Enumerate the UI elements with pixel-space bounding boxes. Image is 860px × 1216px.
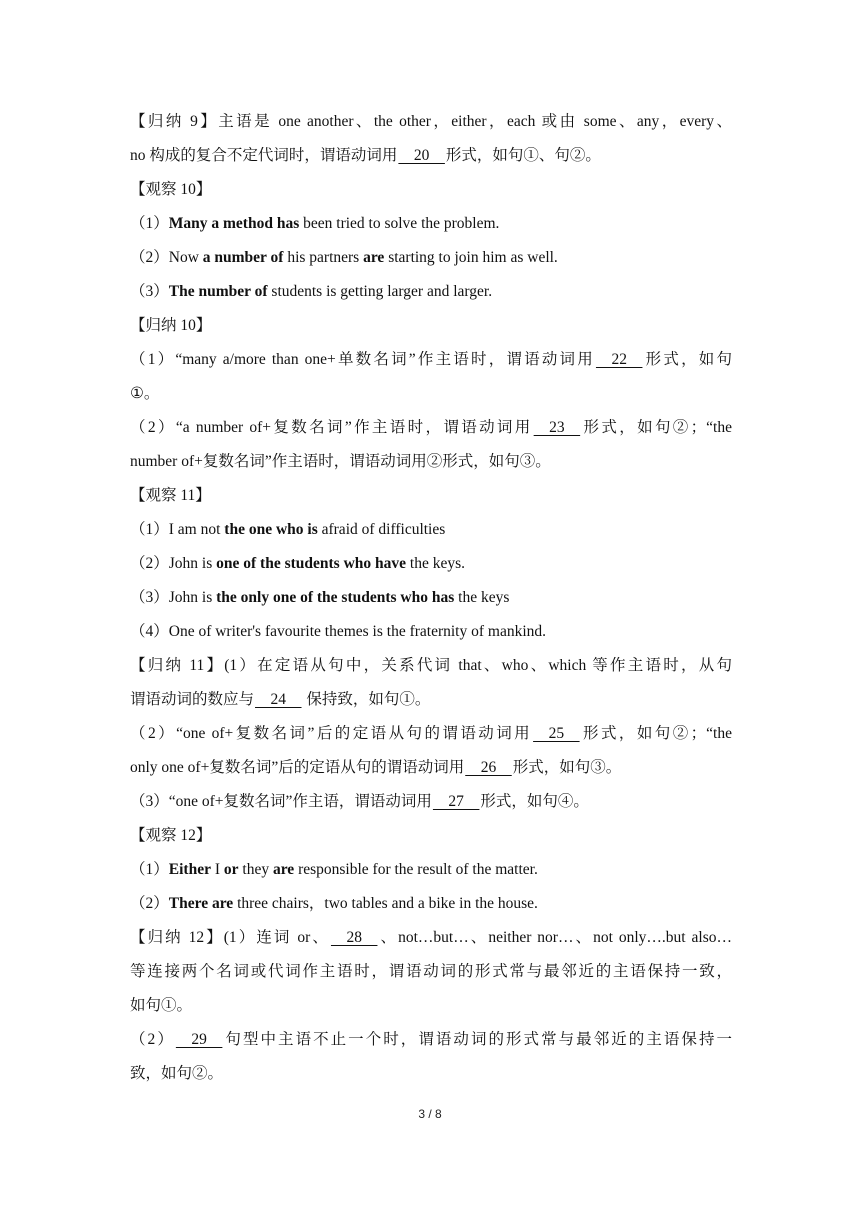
text-span: afraid of difficulties (317, 521, 446, 538)
text-span: 【归纳 9】主语是 one another、the other，either，each 或由 some、any，every、 (130, 113, 732, 130)
text-span: the keys (454, 589, 510, 606)
bold-phrase: the only one of the students who has (216, 589, 455, 606)
text-line (130, 513, 732, 547)
text-span: 形式，如句③。 (512, 759, 622, 776)
text-line (130, 819, 732, 853)
text-line (130, 683, 732, 717)
text-line (130, 411, 732, 445)
text-span: his partners (283, 249, 364, 266)
text-span: ①。 (130, 385, 160, 402)
text-span: 如句①。 (130, 997, 193, 1014)
text-line (130, 615, 732, 649)
bold-phrase: one of the students who have (216, 555, 407, 572)
text-span: 形式，如句②；“the (580, 725, 732, 742)
answer-blank: 20 (398, 147, 445, 164)
text-line (130, 377, 732, 411)
text-line (130, 853, 732, 887)
text-span: no 构成的复合不定代词时，谓语动词用 (130, 147, 398, 164)
answer-blank: 22 (595, 351, 643, 368)
text-line (130, 955, 732, 989)
bold-phrase: are (272, 861, 295, 878)
text-span: number of+复数名词”作主语时，谓语动词用②形式，如句③。 (130, 453, 551, 470)
text-span: 致，如句②。 (130, 1065, 224, 1082)
text-span: 形式，如句②；“the (581, 419, 732, 436)
text-line (130, 989, 732, 1023)
bold-phrase: Either (168, 861, 211, 878)
text-span: only one of+复数名词”后的定语从句的谓语动词用 (130, 759, 465, 776)
bold-phrase: There are (168, 895, 234, 912)
answer-blank: 27 (432, 793, 480, 810)
text-line (130, 547, 732, 581)
text-line (130, 241, 732, 275)
text-span: 等连接两个名词或代词作主语时，谓语动词的形式常与最邻近的主语保持一致， (130, 963, 732, 980)
text-span: 形式，如句①、句②。 (445, 147, 601, 164)
text-span: （3）“one of+复数名词”作主语，谓语动词用 (130, 793, 432, 810)
text-line (130, 717, 732, 751)
text-span: the keys. (406, 555, 465, 572)
text-line (130, 581, 732, 615)
text-span: （2） (130, 1031, 175, 1048)
answer-blank: 25 (533, 725, 580, 742)
text-line (130, 207, 732, 241)
bold-phrase: a number of (202, 249, 284, 266)
answer-blank: 29 (175, 1031, 223, 1048)
text-span: （2）“one of+复数名词”后的定语从句的谓语动词用 (130, 725, 533, 742)
text-line (130, 139, 732, 173)
bold-phrase: The number of (168, 283, 268, 300)
text-span: responsible for the result of the matter. (294, 861, 538, 878)
text-line (130, 1057, 732, 1091)
text-line (130, 105, 732, 139)
bold-phrase: or (223, 861, 239, 878)
bold-phrase: are (363, 249, 385, 266)
text-span: （3） (130, 283, 169, 300)
text-span: been tried to solve the problem. (299, 215, 500, 232)
answer-blank: 23 (533, 419, 581, 436)
text-line (130, 309, 732, 343)
text-span: three chairs，two tables and a bike in the house. (233, 895, 538, 912)
text-span: （2）John is (130, 555, 217, 572)
text-span: （3）John is (130, 589, 217, 606)
text-line (130, 785, 732, 819)
text-span: （1）“many a/more than one+单数名词”作主语时，谓语动词用 (130, 351, 595, 368)
text-span: 句型中主语不止一个时，谓语动词的形式常与最邻近的主语保持一 (223, 1031, 732, 1048)
text-line (130, 921, 732, 955)
text-span: starting to join him as well. (384, 249, 558, 266)
text-span: （1） (130, 215, 169, 232)
text-span: 谓语动词的数应与 (130, 691, 255, 708)
text-line (130, 275, 732, 309)
text-span: 保持致，如句①。 (302, 691, 431, 708)
text-line (130, 479, 732, 513)
text-span: 【观察 12】 (130, 827, 212, 844)
text-span: I (210, 861, 224, 878)
text-span: 形式，如句 (643, 351, 732, 368)
text-line (130, 1023, 732, 1057)
text-span: 【归纳 12】(1）连词 or、 (130, 929, 330, 946)
text-line (130, 343, 732, 377)
bold-phrase: Many a method has (168, 215, 300, 232)
page-content (130, 105, 732, 1091)
text-span: （2）“a number of+复数名词”作主语时，谓语动词用 (130, 419, 533, 436)
text-line (130, 649, 732, 683)
text-span: （2）Now (130, 249, 203, 266)
text-line (130, 173, 732, 207)
text-span: （1）I am not (130, 521, 225, 538)
answer-blank: 24 (255, 691, 302, 708)
text-span: 、not…but…、neither nor…、not only….but also… (378, 929, 732, 946)
text-span: 【归纳 11】(1）在定语从句中，关系代词 that、who、which 等作主语时，从句 (130, 657, 732, 674)
text-span: （1） (130, 861, 169, 878)
text-span: they (238, 861, 273, 878)
text-span: （2） (130, 895, 169, 912)
bold-phrase: the one who is (224, 521, 318, 538)
text-span: 【归纳 10】 (130, 317, 212, 334)
text-line (130, 751, 732, 785)
text-span: students is getting larger and larger. (267, 283, 493, 300)
text-line (130, 445, 732, 479)
text-span: 形式，如句④。 (480, 793, 589, 810)
page-number: 3 / 8 (418, 1107, 442, 1121)
text-span: 【观察 11】 (130, 487, 211, 504)
text-line (130, 887, 732, 921)
answer-blank: 26 (465, 759, 512, 776)
text-span: （4）One of writer's favourite themes is the fraternity of mankind. (130, 623, 547, 640)
answer-blank: 28 (330, 929, 378, 946)
text-span: 【观察 10】 (130, 181, 212, 198)
